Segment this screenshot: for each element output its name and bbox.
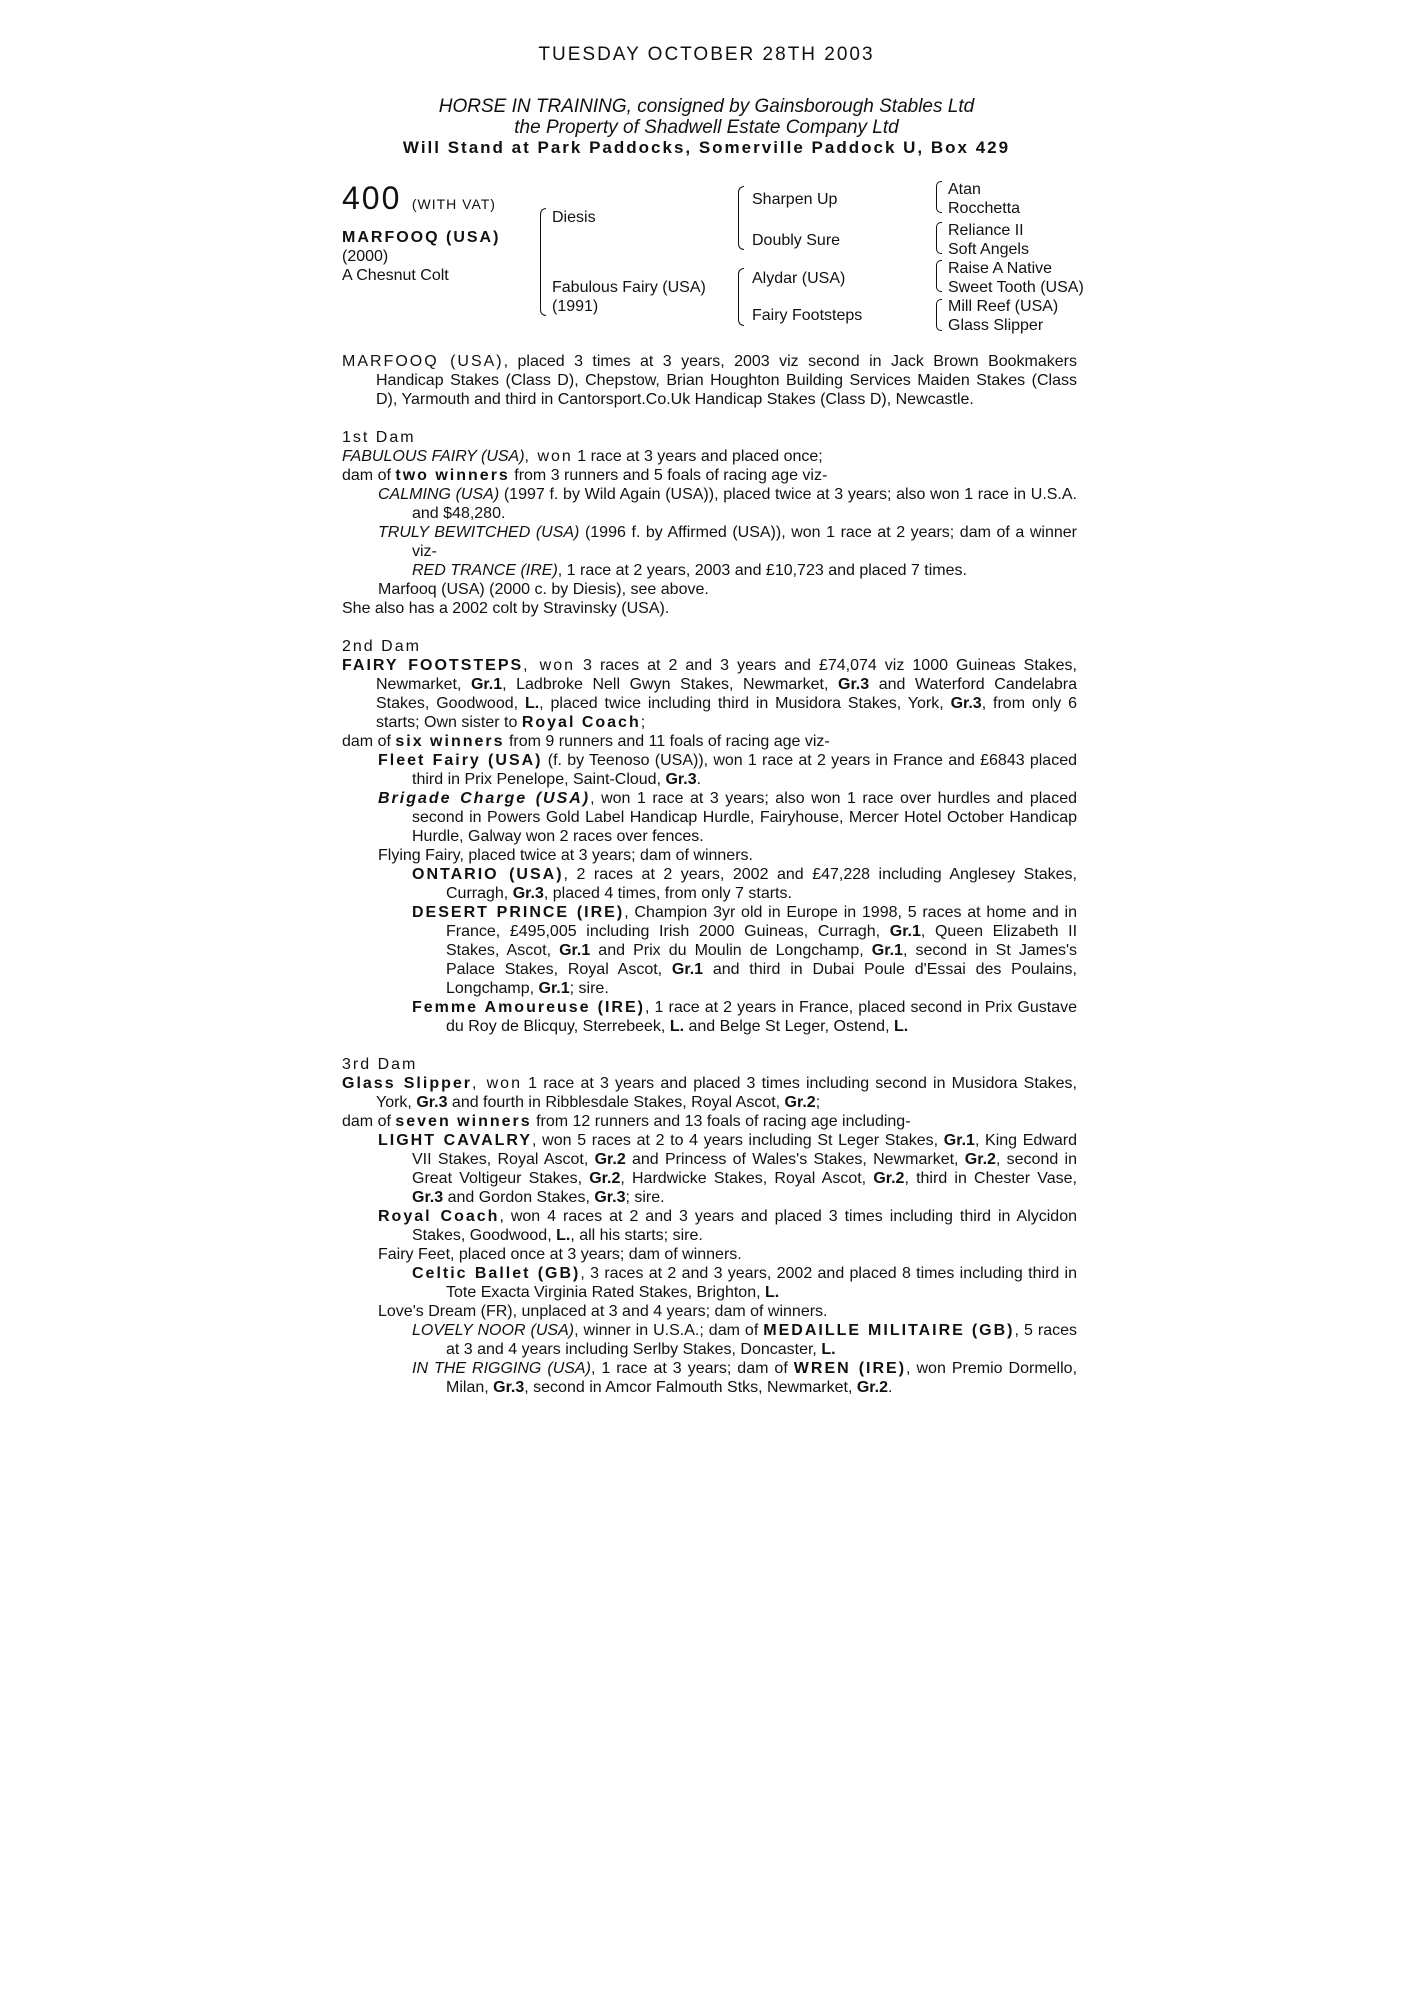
sibling-name: Royal Coach [521, 714, 641, 731]
produce-text: , Hardwicke Stakes, Royal Ascot, [620, 1170, 874, 1187]
pedigree-sire: Diesis [552, 209, 596, 226]
won-label: , won [472, 1075, 522, 1092]
produce-text: , 2 races at 2 years, 2002 and £47,228 including Anglesey Stakes, Curragh, [446, 866, 1078, 902]
brace-dam-parents [738, 268, 744, 326]
grandproduce-name: MEDAILLE MILITAIRE (GB) [763, 1322, 1015, 1339]
produce-text: , 1 race at 2 years, 2003 and £10,723 and placed 7 times. [557, 562, 967, 579]
brace-sire-parents [738, 186, 744, 250]
produce-text: , 3 races at 2 and 3 years, 2002 and placed 8 times including third in Tote Exacta Virginia Rated Stakes, Brighton, [446, 1265, 1077, 1301]
won-label: , won [523, 657, 575, 674]
grade: L. [821, 1341, 836, 1358]
brace-sire-dam [540, 208, 546, 316]
pedigree-dam-dam: Fairy Footsteps [752, 307, 863, 324]
produce-text: ; sire. [569, 980, 609, 997]
produce-name: DESERT PRINCE (IRE) [412, 904, 625, 921]
intro-horse-name: MARFOOQ (USA) [342, 353, 504, 370]
first-dam-won: , won [524, 448, 573, 465]
entry-text: and Waterford Candelabra Stakes, Goodwood, [376, 676, 1078, 712]
first-dam-produce-line [342, 466, 1077, 485]
winners-count: six winners [395, 733, 505, 750]
grade: Gr.1 [559, 942, 591, 959]
grandproduce-name: WREN (IRE) [793, 1360, 907, 1377]
dam-of-label: dam of [342, 467, 396, 484]
grade: Gr.1 [538, 980, 570, 997]
produce-red-trance [342, 561, 1077, 580]
grade: Gr.3 [493, 1379, 525, 1396]
produce-marfooq: Marfooq (USA) (2000 c. by Diesis), see above. [378, 581, 709, 598]
grade: Gr.2 [856, 1379, 888, 1396]
produce-text: , won 4 races at 2 and 3 years and placed 3 times including third in Alycidon Stakes, Goodwood, [412, 1208, 1077, 1244]
produce-celtic-ballet [342, 1264, 1077, 1302]
consignor-line: HORSE IN TRAINING, consigned by Gainsborough Stables Ltd [438, 96, 975, 117]
grade: Gr.3 [665, 771, 697, 788]
produce-in-the-rigging [342, 1359, 1077, 1397]
produce-text: . [696, 771, 702, 788]
produce-royal-coach [342, 1207, 1077, 1245]
produce-name: LOVELY NOOR (USA) [412, 1322, 575, 1339]
produce-text: and Belge St Leger, Ostend, [684, 1018, 894, 1035]
produce-calming [342, 485, 1077, 523]
pedigree-gg-7: Mill Reef (USA) [948, 298, 1059, 315]
produce-text: , placed 4 times, from only 7 starts. [543, 885, 792, 902]
horse-name: MARFOOQ (USA) [342, 229, 501, 246]
lot-number: 400 [342, 180, 402, 216]
horse-identity [342, 228, 500, 285]
produce-text: , Champion 3yr old in Europe in 1998, 5 races at home and in France, £495,005 including Irish 2000 Guineas, Curragh, [446, 904, 1077, 940]
produce-name: Celtic Ballet (GB) [412, 1265, 581, 1282]
entry-text: , placed twice including third in Musidora Stakes, York, [539, 695, 951, 712]
produce-text: , second in Great Voltigeur Stakes, [412, 1151, 1077, 1187]
grade: Gr.1 [470, 676, 503, 693]
produce-ontario [342, 865, 1077, 903]
grade: Gr.2 [873, 1170, 905, 1187]
winners-count: seven winners [395, 1113, 532, 1130]
first-dam-text: 1 race at 3 years and placed once; [572, 448, 823, 465]
second-dam-entry [342, 656, 1077, 732]
pedigree-dam-year: (1991) [552, 298, 599, 315]
dam-of-label: dam of [342, 733, 396, 750]
produce-text: (f. by Teenoso (USA)), won 1 race at 2 years in France and £6843 placed third in Prix Penelope, Saint-Cloud, [412, 752, 1077, 788]
grade: Gr.3 [416, 1094, 448, 1111]
produce-text: , 1 race at 3 years; dam of [590, 1360, 794, 1377]
produce-text: , won 5 races at 2 to 4 years including St Leger Stakes, [532, 1132, 944, 1149]
brace-g3 [936, 260, 942, 292]
produce-desert-prince [342, 903, 1077, 998]
brace-g1 [936, 181, 942, 213]
produce-name: IN THE RIGGING (USA) [412, 1360, 591, 1377]
produce-lovely-noor [342, 1321, 1077, 1359]
pedigree-dam-sire: Alydar (USA) [752, 270, 846, 287]
produce-text: , won 1 race at 3 years; also won 1 race over hurdles and placed second in Powers Gold Label Handicap Hurdle, Fairyhouse, Mercer Hotel October Handicap Hurdle, Galway won 2 races over fences. [412, 790, 1077, 845]
pedigree-gg-4: Soft Angels [948, 241, 1029, 258]
produce-text: , won Premio Dormello, Milan, [446, 1360, 1078, 1396]
second-dam-name: FAIRY FOOTSTEPS [342, 657, 524, 674]
produce-name: ONTARIO (USA) [412, 866, 564, 883]
brace-g4 [936, 299, 942, 331]
pedigree-gg-5: Raise A Native [948, 260, 1053, 277]
produce-text: , second in St James's Palace Stakes, Royal Ascot, [446, 942, 1078, 978]
first-dam-entry [342, 447, 1077, 466]
also-has-line: She also has a 2002 colt by Stravinsky (USA). [342, 600, 670, 617]
third-dam-heading: 3rd Dam [342, 1056, 418, 1073]
consignor-block [0, 96, 1413, 138]
second-dam-heading: 2nd Dam [342, 638, 421, 655]
grade: Gr.2 [594, 1151, 626, 1168]
produce-brigade-charge [342, 789, 1077, 846]
first-dam-heading: 1st Dam [342, 429, 416, 446]
catalogue-body [342, 352, 1077, 1397]
produce-femme-amoureuse [342, 998, 1077, 1036]
produce-text: ; sire. [625, 1189, 665, 1206]
grade: Gr.1 [889, 923, 921, 940]
produce-name: Fleet Fairy (USA) [378, 752, 543, 769]
third-dam-name: Glass Slipper [342, 1075, 472, 1092]
produce-name: Royal Coach [378, 1208, 500, 1225]
grade: L. [524, 695, 540, 712]
grade: Gr.2 [964, 1151, 996, 1168]
entry-text: 1 race at 3 years and placed 3 times including second in Musidora Stakes, York, [376, 1075, 1078, 1111]
entry-text: 3 races at 2 and 3 years and £74,074 viz 1000 Guineas Stakes, Newmarket, [376, 657, 1078, 693]
produce-truly-bewitched [342, 523, 1077, 561]
produce-text: and Gordon Stakes, [443, 1189, 595, 1206]
pedigree-gg-3: Reliance II [948, 222, 1024, 239]
entry-text: ; [640, 714, 646, 731]
entry-text: , from only 6 starts; Own sister to [376, 695, 1078, 731]
produce-flying-fairy: Flying Fairy, placed twice at 3 years; dam of winners. [378, 847, 753, 864]
produce-name: LIGHT CAVALRY [378, 1132, 533, 1149]
entry-text: , Ladbroke Nell Gwyn Stakes, Newmarket, [502, 676, 839, 693]
grade: Gr.1 [871, 942, 903, 959]
intro-paragraph [342, 352, 1077, 409]
produce-text: , winner in U.S.A.; dam of [574, 1322, 764, 1339]
grade: Gr.2 [784, 1094, 816, 1111]
produce-text: and third in Dubai Poule d'Essai des Poulains, Longchamp, [446, 961, 1078, 997]
owner-line: the Property of Shadwell Estate Company Ltd [514, 117, 899, 138]
pedigree-sire-dam: Doubly Sure [752, 232, 841, 249]
pedigree-dam: Fabulous Fairy (USA) [552, 279, 706, 296]
produce-fairy-feet: Fairy Feet, placed once at 3 years; dam of winners. [378, 1246, 742, 1263]
produce-summary: from 9 runners and 11 foals of racing age viz- [504, 733, 830, 750]
produce-name: TRULY BEWITCHED (USA) [378, 524, 580, 541]
produce-text: , Queen Elizabeth II Stakes, Ascot, [446, 923, 1078, 959]
third-dam-entry [342, 1074, 1077, 1112]
intro-text: , placed 3 times at 3 years, 2003 viz second in Jack Brown Bookmakers Handicap Stakes (Class D), Chepstow, Brian Houghton Building Services Maiden Stakes (Class D), Yarmouth and third in Cantorsport.Co.Uk Handicap Stakes (Class D), Newcastle. [376, 353, 1077, 408]
pedigree-sire-sire: Sharpen Up [752, 191, 838, 208]
vat-note: (WITH VAT) [411, 196, 496, 212]
produce-name: RED TRANCE (IRE) [412, 562, 558, 579]
produce-text: , third in Chester Vase, [904, 1170, 1077, 1187]
produce-summary: from 3 runners and 5 foals of racing age viz- [509, 467, 828, 484]
produce-text: and Prix du Moulin de Longchamp, [590, 942, 872, 959]
grade: Gr.2 [589, 1170, 621, 1187]
grade: L. [556, 1227, 571, 1244]
produce-name: Brigade Charge (USA) [378, 790, 591, 807]
grade: Gr.1 [671, 961, 704, 978]
pedigree-gg-2: Rocchetta [948, 200, 1021, 217]
grade: Gr.3 [594, 1189, 626, 1206]
produce-light-cavalry [342, 1131, 1077, 1207]
produce-summary: from 12 runners and 13 foals of racing age including- [531, 1113, 911, 1130]
grade: L. [765, 1284, 780, 1301]
grade: L. [893, 1018, 909, 1035]
entry-text: and fourth in Ribblesdale Stakes, Royal Ascot, [447, 1094, 785, 1111]
produce-text: , second in Amcor Falmouth Stks, Newmarket, [524, 1379, 857, 1396]
produce-name: CALMING (USA) [378, 486, 500, 503]
produce-text: and Princess of Wales's Stakes, Newmarket, [625, 1151, 965, 1168]
second-dam-produce-line [342, 732, 1077, 751]
produce-loves-dream: Love's Dream (FR), unplaced at 3 and 4 years; dam of winners. [378, 1303, 828, 1320]
grade: Gr.3 [412, 1189, 444, 1206]
produce-text: (1997 f. by Wild Again (USA)), placed twice at 3 years; also won 1 race in U.S.A. and $48,280. [412, 486, 1077, 522]
produce-text: , King Edward VII Stakes, Royal Ascot, [412, 1132, 1078, 1168]
horse-description: A Chesnut Colt [342, 267, 449, 284]
produce-text: , all his starts; sire. [570, 1227, 703, 1244]
grade: Gr.3 [950, 695, 982, 712]
grade: Gr.3 [838, 676, 870, 693]
pedigree-gg-6: Sweet Tooth (USA) [948, 279, 1084, 296]
entry-text: ; [815, 1094, 821, 1111]
produce-fleet-fairy [342, 751, 1077, 789]
produce-text: . [887, 1379, 893, 1396]
pedigree-gg-1: Atan [948, 181, 981, 198]
produce-text: , 5 races at 3 and 4 years including Serlby Stakes, Doncaster, [446, 1322, 1077, 1358]
grade: Gr.3 [512, 885, 544, 902]
first-dam-name: FABULOUS FAIRY (USA) [342, 448, 525, 465]
stand-location: Will Stand at Park Paddocks, Somerville Paddock U, Box 429 [402, 138, 1011, 157]
grade: Gr.1 [943, 1132, 975, 1149]
third-dam-produce-line [342, 1112, 1077, 1131]
winners-count: two winners [395, 467, 510, 484]
produce-text: , 1 race at 2 years in France, placed second in Prix Gustave du Roy de Blicquy, Sterrebeek, [446, 999, 1078, 1035]
dam-of-label: dam of [342, 1113, 396, 1130]
sale-date: TUESDAY OCTOBER 28TH 2003 [538, 44, 875, 65]
produce-text: (1996 f. by Affirmed (USA)), won 1 race at 2 years; dam of a winner viz- [412, 524, 1078, 560]
lot-number-block [342, 180, 496, 217]
brace-g2 [936, 222, 942, 254]
produce-name: Femme Amoureuse (IRE) [412, 999, 645, 1016]
horse-year: (2000) [342, 248, 389, 265]
grade: L. [669, 1018, 685, 1035]
pedigree-gg-8: Glass Slipper [948, 317, 1044, 334]
